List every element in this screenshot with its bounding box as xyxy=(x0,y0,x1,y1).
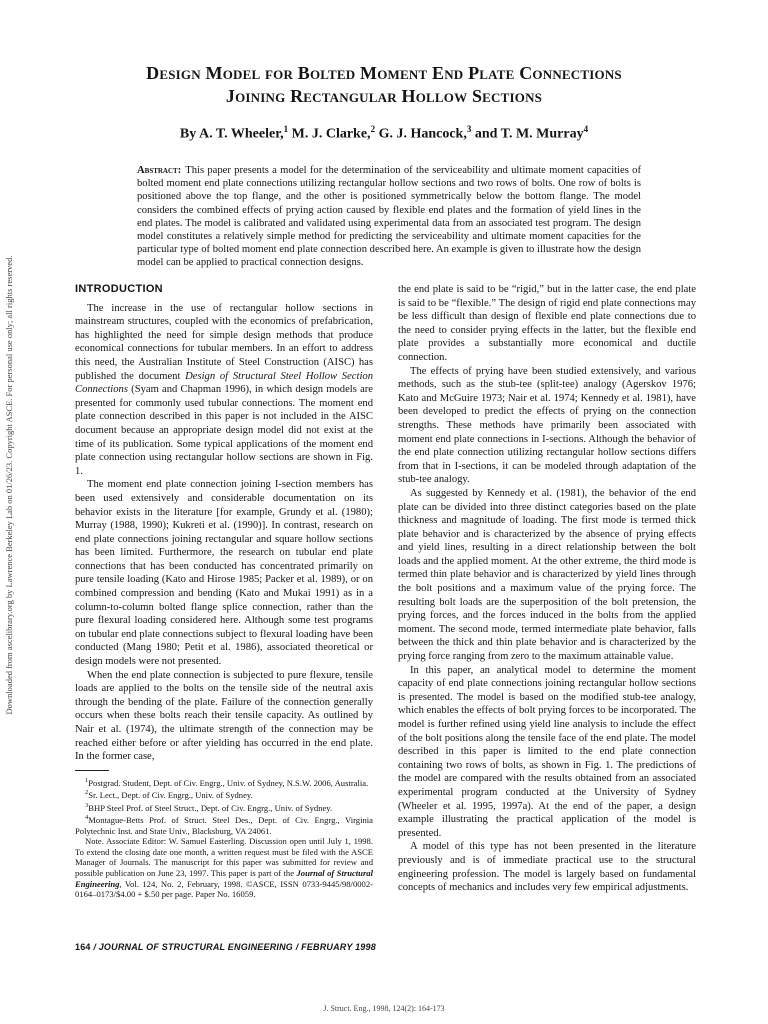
download-notice xyxy=(2,245,16,725)
author-1-affil: 1 xyxy=(283,124,289,134)
footnote-3-mark: 3 xyxy=(85,801,89,809)
intro-p1-text-a: The increase in the use of rectangular hollow sections in mainstream structures, coupled with the economics of prefabrication, has highlighted the need for simple design methods that produce economical connections for tubular members. In an effort to address this need, the Australian Institute of Steel Construction (AISC) has published the document xyxy=(75,302,373,382)
author-3: G. J. Hancock, xyxy=(375,126,467,142)
body-paragraph-behavior-modes: As suggested by Kennedy et al. (1981), the behavior of the end plate can be divided into three distinct categories based on the plate thickness and magnitude of loading. The first mode is termed thick plate behavior and is characterized by the absence of prying effects and yield lines, resulting in a direct relationship between the bolt loads and the applied moment. At the other extreme, the third mode is termed thin plate behavior and is characterized by yield lines through the bolt positions and a maximum value of the prying force. The resulting bolt loads are the superposition of the bolt pretension, the prying forces, and the forces induced in the bolts from the applied moment. The second mode, termed intermediate plate behavior, falls between the thick and thin plate behavior and is characterized by the prying force ranging from zero to the maximum attainable value. xyxy=(398,487,696,663)
author-4: and T. M. Murray xyxy=(471,126,584,142)
editorial-note xyxy=(75,836,373,900)
author-2-affil: 2 xyxy=(370,124,376,134)
abstract xyxy=(137,164,641,270)
intro-paragraph-2: The moment end plate connection joining I-section members has been used extensively and considerable documentation on its behavior exists in the literature [for example, Grundy et al. (1980); Murray (1988, 1990); Kukreti et al. (1990)]. In contrast, research on end plate connections joining rectangular and square hollow sections has been limited. Furthermore, the research on tubular end plate connections that has been conducted has concentrated primarily on pure tensile loading (Kato and Hirose 1985; Packer et al. 1989), or on combined compression and bending (Kato and Mukai 1991) as in a column-to-column bolted flange splice connection, rather than the pure flexural loading considered here. Although some test programs on tubular end plate connections subject to flexural loading have been conducted (Mang 1980; Petit et al. 1986), associated theoretical or design models were not presented. xyxy=(75,479,373,668)
author-4-affil: 4 xyxy=(583,124,589,134)
footnote-4-text: Montague-Betts Prof. of Struct. Steel Des., Dept. of Civ. Engrg., Virginia Polytechnic Inst. and State Univ., Blacksburg, VA 24061. xyxy=(75,815,373,836)
authors-prefix: By xyxy=(179,126,199,142)
author-3-affil: 3 xyxy=(466,124,472,134)
running-footer xyxy=(75,942,376,952)
body-paragraph-practical-use: A model of this type has not been presented in the literature previously and is of immediate practical use to the structural engineering profession. The model is largely based on fundamental concepts of mechanics and includes very few empirical adjustments. xyxy=(398,841,696,894)
footnote-1 xyxy=(75,776,373,788)
aisc-document-title: Design of Structural Steel Hollow Section Connections xyxy=(75,370,373,396)
intro-p1-text-b: (Syam and Chapman 1996), in which design models are presented for commonly used tubular connections. The moment end plate connection described in this paper is not included in the AISC document because an appropriate design model did not exist at the time of its publication. Some typical applications of the moment end plate connection using rectangular hollow sections are shown in Fig. 1. xyxy=(75,384,373,477)
editorial-note-text-a: Note. Associate Editor: W. Samuel Easterling. Discussion open until July 1, 1998. To extend the closing date one month, a written request must be filed with the ASCE Manager of Journals. The manuscript for this paper was submitted for review and possible publication on June 23, 1997. This paper is part of the xyxy=(75,836,373,878)
paper-title-line-1: Design Model for Bolted Moment End Plate Connections xyxy=(146,63,622,83)
body-paragraph-analytical-model: In this paper, an analytical model to determine the moment capacity of end plate connections joining rectangular hollow sections is presented. The model is based on the modified stub-tee analogy, which enables the effects of bolt prying forces to be incorporated. The model is further refined using yield line analysis to include the effect of the bolt positions along the tensile face of the end plate. The model described in this paper is limited to the end plate connection containing two rows of bolts, as shown in Fig. 1. The predictions of the model are compared with the results obtained from an associated experimental program conducted at the University of Sydney (Wheeler et al. 1995, 1997a). At the end of the paper, a design example illustrating the practical application of the model is presented. xyxy=(398,664,696,839)
footnote-1-mark: 1 xyxy=(85,776,89,784)
author-1: A. T. Wheeler, xyxy=(198,126,284,142)
footnote-divider xyxy=(75,770,109,771)
page-number: 164 xyxy=(75,942,91,952)
journal-name: Journal of Structural Engineering xyxy=(75,867,373,889)
running-footer-text: / JOURNAL OF STRUCTURAL ENGINEERING / FEBRUARY 1998 xyxy=(90,942,376,952)
paper-title-line-2: Joining Rectangular Hollow Sections xyxy=(225,86,543,106)
abstract-text: This paper presents a model for the determination of the serviceability and ultimate moment capacities of bolted moment end plate connections utilizing rectangular hollow sections and two rows of bolts. One row of bolts is positioned above the top flange, and the other is positioned symmetrically below the bottom flange. The model considers the combined effects of prying action caused by flexible end plates and the formation of yield lines in the end plates. The model is calibrated and validated using experimental data from an associated test program. The design model constitutes a relatively simple method for predicting the serviceability and ultimate moment capacities for the particular type of bolted moment end plate connection described here. An example is given to illustrate how the design model can be applied to practical connection designs. xyxy=(137,165,641,269)
footnote-2-mark: 2 xyxy=(85,789,89,797)
citation-footer: J. Struct. Eng., 1998, 124(2): 164-173 xyxy=(323,1004,445,1013)
intro-paragraph-1 xyxy=(75,302,373,479)
body-paragraph-continued: the end plate is said to be “rigid,” but in the latter case, the end plate is said to be “flexible.” The design of rigid end plate connections may be less difficult than design of flexible end plate connections due to the need to consider prying effects in the latter, but the flexible end plate provides a substantially more economical and ductile connection. xyxy=(398,284,696,363)
editorial-note-text-b: , Vol. 124, No. 2, February, 1998. ©ASCE, ISSN 0733-9445/98/0002-0164–0173/$4.00 + $.50 per page. Paper No. 16059. xyxy=(75,878,373,900)
section-heading-introduction: INTRODUCTION xyxy=(75,283,163,295)
footnote-4-mark: 4 xyxy=(85,814,89,822)
right-column xyxy=(398,283,696,895)
footnote-2 xyxy=(75,788,373,800)
footnotes xyxy=(75,776,373,900)
download-notice-text: Downloaded from ascelibrary.org by Lawrence Berkeley Lab on 01/26/23. Copyright ASCE. For personal use only; all rights reserved. xyxy=(4,255,14,715)
body-paragraph-prying-effects: The effects of prying have been studied extensively, and various methods, such as the stub-tee (split-tee) analogy (Agerskov 1976; Kato and McGuire 1973; Nair et al. 1974; Kennedy et al. 1981), have been developed to predict the effects of prying on the connection strengths. These methods have primarily been associated with moment end plate connections in I-sections. Although the behavior of the end plate connection utilizing rectangular hollow sections differs from that in I-sections, it can be modeled through adaptation of the stub-tee analogy. xyxy=(398,365,696,486)
footnote-3 xyxy=(75,801,373,813)
intro-paragraph-3: When the end plate connection is subjected to pure flexure, tensile loads are applied to the bolts on the tensile side of the neutral axis through the bending of the plate. Failure of the connection generally occurs when these bolts reach their tensile capacity. As outlined by Nair et al. (1974), the ultimate strength of the connection may be reached either before or after yielding has occurred in the end plate. In the former case, xyxy=(75,669,373,763)
author-2: M. J. Clarke, xyxy=(288,126,371,142)
footnote-1-text: Postgrad. Student, Dept. of Civ. Engrg., Univ. of Sydney, N.S.W. 2006, Australia. xyxy=(88,777,369,788)
footnote-4 xyxy=(75,813,373,836)
footnote-3-text: BHP Steel Prof. of Steel Struct., Dept. of Civ. Engrg., Univ. of Sydney. xyxy=(88,802,333,813)
footnote-2-text: Sr. Lect., Dept. of Civ. Engrg., Univ. of Sydney. xyxy=(88,790,253,801)
author-list xyxy=(60,124,708,143)
left-column xyxy=(75,283,373,900)
abstract-label: Abstract: xyxy=(137,165,182,176)
